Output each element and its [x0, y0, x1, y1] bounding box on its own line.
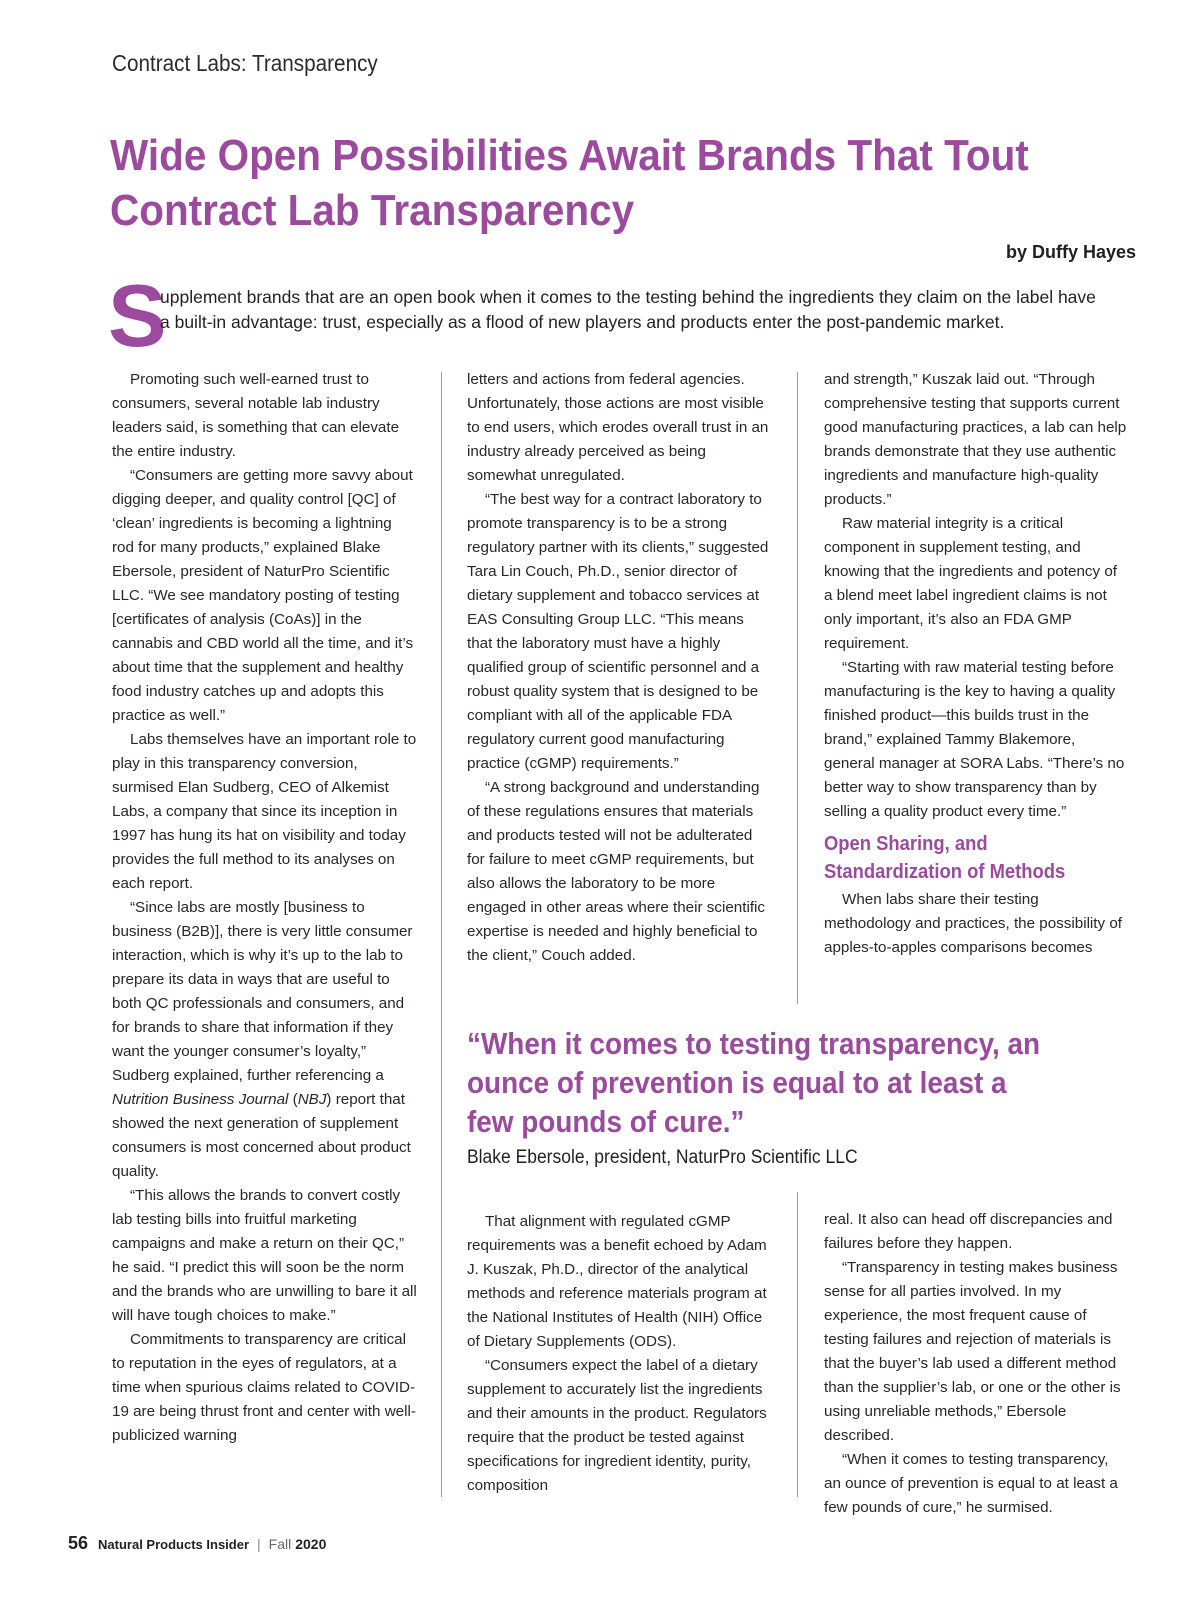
body-paragraph: “Transparency in testing makes business sense for all parties involved. In my experience, the most frequent cause of testing failures and rejection of materials is that the buyer’s lab used a different method than the supplier’s lab, or one or the other is using unreliable methods,” Ebersole described. — [824, 1259, 1121, 1444]
body-paragraph: “Starting with raw material testing before manufacturing is the key to having a quality finished product—this builds trust in the brand,” explained Tammy Blakemore, general manager at SORA Labs. “There’s no better way to show transparency than by selling a quality product every time.” — [824, 659, 1125, 820]
body-paragraph: When labs share their testing methodology and practices, the possibility of apples-to-apples comparisons becomes — [824, 891, 1123, 956]
body-paragraph: real. It also can head off discrepancies and failures before they happen. — [824, 1211, 1113, 1252]
column-divider — [797, 1192, 798, 1497]
body-paragraph: Raw material integrity is a critical component in supplement testing, and knowing that the ingredients and potency of a blend meet label ingredient claims is not only important, it’s also an FDA GMP requirement. — [824, 515, 1117, 652]
footer-separator: | — [257, 1536, 261, 1552]
pull-quote: “When it comes to testing transparency, an ounce of prevention is equal to at least a few pounds of cure.” — [467, 1026, 1041, 1139]
body-paragraph: “Consumers are getting more savvy about digging deeper, and quality control [QC] of ‘clean’ ingredients is becoming a lightning rod for many products,” explained Blake Ebersole, president of NaturPro Scientific LLC. “We see mandatory posting of testing [certificates of analysis (CoAs)] in the cannabis and CBD world all the time, and it’s about time that the supplement and healthy food industry catches up and adopts this practice as well.” — [112, 467, 414, 724]
magazine-name: Natural Products Insider — [98, 1537, 250, 1552]
column-2-lower — [467, 1210, 772, 1498]
column-3 — [824, 368, 1129, 960]
issue-year: 2020 — [295, 1536, 327, 1552]
publication-name: Nutrition Business Journal — [112, 1091, 289, 1108]
paragraph-text: ) report that showed the next generation of supplement consumers is most concerned about product quality. — [112, 1091, 411, 1180]
intro-paragraph: upplement brands that are an open book when it comes to the testing behind the ingredients they claim on the label have a built-in advantage: trust, especially as a flood of new players and products enter the post-pandemic market. — [160, 287, 1096, 332]
drop-cap: S — [108, 266, 167, 365]
page-number: 56 — [68, 1533, 89, 1553]
body-paragraph — [112, 896, 417, 1184]
column-divider — [797, 372, 798, 1004]
body-paragraph: Commitments to transparency are critical to reputation in the eyes of regulators, at a time when spurious claims related to COVID-19 are being thrust front and center with well-publicized warning — [112, 1331, 416, 1444]
paragraph-text: “Since labs are mostly [business to business (B2B)], there is very little consumer interaction, which is why it’s up to the lab to prepare its data in ways that are useful to both QC professionals and consumers, and for brands to share that information if they want the younger consumer’s loyalty,” Sudberg explained, further referencing a — [112, 899, 413, 1084]
body-paragraph: “The best way for a contract laboratory to promote transparency is to be a strong regulatory partner with its clients,” suggested Tara Lin Couch, Ph.D., senior director of dietary supplement and tobacco services at EAS Consulting Group LLC. “This means that the laboratory must have a highly qualified group of scientific personnel and a robust quality system that is designed to be compliant with all of the applicable FDA regulatory current good manufacturing practice (cGMP) requirements.” — [467, 491, 769, 772]
publication-abbrev: NBJ — [297, 1091, 327, 1108]
column-1 — [112, 368, 417, 1448]
body-paragraph: “When it comes to testing transparency, an ounce of prevention is equal to at least a few pounds of cure,” he surmised. — [824, 1451, 1118, 1516]
page-footer — [68, 1533, 326, 1554]
body-paragraph: letters and actions from federal agencies. Unfortunately, those actions are most visible to end users, which erodes overall trust in an industry already perceived as being somewhat unregulated. — [467, 371, 769, 484]
body-paragraph: Labs themselves have an important role to play in this transparency conversion, surmised Elan Sudberg, CEO of Alkemist Labs, a company that since its inception in 1997 has hung its hat on visibility and today provides the full method to its analyses on each report. — [112, 731, 417, 892]
body-paragraph: “This allows the brands to convert costly lab testing bills into fruitful marketing campaigns and make a return on their QC,” he said. “I predict this will soon be the norm and the brands who are unwilling to bare it all will have tough choices to make.” — [112, 1187, 417, 1324]
subheading: Open Sharing, and Standardization of Methods — [824, 833, 1066, 883]
body-paragraph: “Consumers expect the label of a dietary supplement to accurately list the ingredients and their amounts in the product. Regulators require that the product be tested against specifications for ingredient identity, purity, composition — [467, 1357, 767, 1494]
body-paragraph: and strength,” Kuszak laid out. “Through comprehensive testing that supports current good manufacturing practices, a lab can help brands demonstrate that they use authentic ingredients and manufacture high-quality products.” — [824, 371, 1127, 508]
pull-quote-attribution: Blake Ebersole, president, NaturPro Scientific LLC — [467, 1147, 858, 1168]
column-2 — [467, 368, 772, 968]
body-paragraph: Promoting such well-earned trust to consumers, several notable lab industry leaders said, is something that can elevate the entire industry. — [112, 371, 400, 460]
column-3-lower — [824, 1208, 1129, 1520]
paragraph-text: ( — [288, 1091, 298, 1108]
title-line-1: Wide Open Possibilities Await Brands That Tout — [110, 131, 1029, 180]
column-divider — [441, 372, 442, 1497]
article-title — [110, 128, 1030, 238]
section-label: Contract Labs: Transparency — [112, 50, 378, 76]
body-paragraph: “A strong background and understanding of these regulations ensures that materials and products tested will not be adulterated for failure to meet cGMP requirements, but also allows the laboratory to be more engaged in other areas where their scientific expertise is needed and highly beneficial to the client,” Couch added. — [467, 779, 766, 964]
title-line-2: Contract Lab Transparency — [110, 186, 635, 235]
byline: by Duffy Hayes — [1005, 242, 1136, 262]
issue-season: Fall — [268, 1536, 292, 1552]
body-paragraph: That alignment with regulated cGMP requirements was a benefit echoed by Adam J. Kuszak, Ph.D., director of the analytical methods and reference materials program at the National Institutes of Health (NIH) Office of Dietary Supplements (ODS). — [467, 1213, 767, 1350]
